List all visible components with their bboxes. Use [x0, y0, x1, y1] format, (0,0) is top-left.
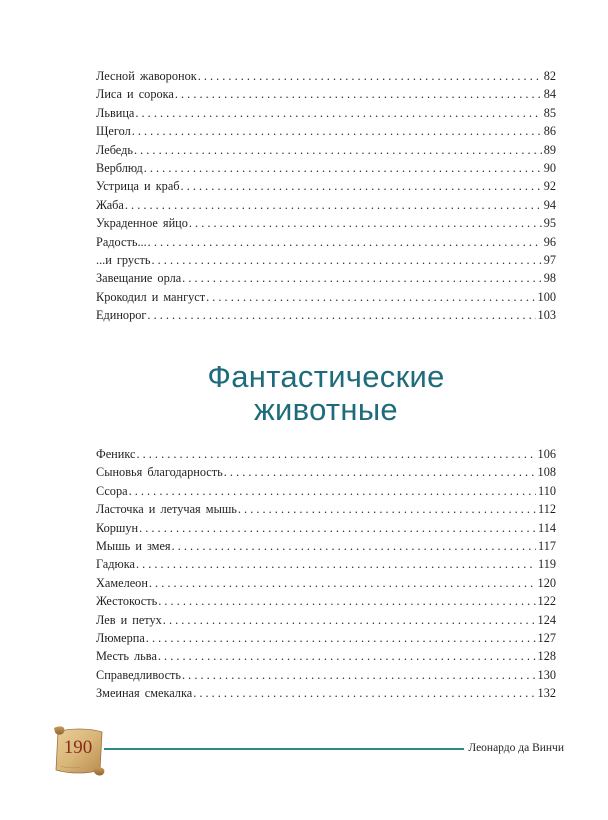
toc-entry-title: Люмерпа — [96, 630, 145, 645]
toc-entry-title: Верблюд — [96, 160, 143, 175]
toc-entry-page: 95 — [543, 216, 556, 231]
toc-entry-title: Справедливость — [96, 667, 182, 682]
toc-entry[interactable] — [96, 445, 556, 463]
toc-dot-leader — [146, 629, 536, 647]
toc-dot-leader — [132, 122, 542, 140]
toc-dot-leader — [149, 574, 536, 592]
toc-entry-title: Устрица и краб — [96, 179, 180, 194]
toc-entry[interactable] — [96, 288, 556, 306]
toc-entry-title: Львица — [96, 105, 135, 120]
toc-entry-page: 82 — [543, 69, 556, 83]
toc-entry[interactable] — [96, 104, 556, 122]
toc-entry[interactable] — [96, 482, 556, 500]
toc-entry-page: 86 — [543, 124, 556, 139]
toc-entry-page: 124 — [537, 612, 556, 627]
toc-entry-page: 90 — [543, 160, 556, 175]
toc-entry-title: Ссора — [96, 483, 128, 498]
toc-entry-title: Радость... — [96, 234, 147, 249]
toc-entry-page: 97 — [543, 252, 556, 267]
toc-entry-page: 98 — [543, 271, 556, 286]
toc-entry[interactable] — [96, 463, 556, 481]
toc-entry-page: 84 — [543, 87, 556, 102]
footer-page-number: 190 — [63, 737, 93, 758]
toc-entry[interactable] — [96, 684, 556, 702]
toc-entry-title: ...и грусть — [96, 252, 151, 267]
toc-entry-title: Жаба — [96, 197, 124, 212]
toc-entry-page: 112 — [538, 502, 556, 517]
toc-dot-leader — [148, 233, 542, 251]
toc-list-part2 — [96, 445, 556, 702]
toc-entry[interactable] — [96, 85, 556, 103]
toc-entry-title: Сыновья благодарность — [96, 465, 223, 480]
toc-entry[interactable] — [96, 611, 556, 629]
toc-dot-leader — [189, 214, 542, 232]
toc-list-part1 — [96, 67, 556, 324]
toc-entry-page: 96 — [543, 234, 556, 249]
toc-dot-leader — [129, 482, 536, 500]
toc-entry[interactable] — [96, 629, 556, 647]
section-heading — [96, 360, 556, 426]
toc-entry-title: Завещание орла — [96, 271, 182, 286]
toc-entry-title: Феникс — [96, 447, 136, 461]
toc-entry-page: 117 — [538, 538, 556, 553]
toc-entry[interactable] — [96, 122, 556, 140]
toc-dot-leader — [152, 251, 542, 269]
toc-dot-leader — [134, 141, 542, 159]
toc-dot-leader — [158, 592, 535, 610]
toc-entry[interactable] — [96, 251, 556, 269]
toc-entry-title: Мышь и змея — [96, 538, 171, 553]
toc-entry-page: 89 — [543, 142, 556, 157]
toc-entry-title: Единорог — [96, 308, 147, 323]
toc-entry-title: Лесной жаворонок — [96, 69, 197, 83]
toc-entry[interactable] — [96, 592, 556, 610]
toc-entry[interactable] — [96, 574, 556, 592]
toc-entry[interactable] — [96, 177, 556, 195]
toc-entry-title: Лев и петух — [96, 612, 162, 627]
toc-entry-title: Крокодил и мангуст — [96, 289, 206, 304]
toc-dot-leader — [158, 647, 536, 665]
toc-entry-title: Змеиная смекалка — [96, 686, 193, 701]
toc-entry-page: 108 — [537, 465, 556, 480]
toc-dot-leader — [181, 177, 542, 195]
toc-dot-leader — [175, 85, 542, 103]
toc-entry-page: 85 — [543, 105, 556, 120]
toc-dot-leader — [144, 159, 542, 177]
toc-entry-page: 128 — [537, 649, 556, 664]
toc-dot-leader — [206, 288, 535, 306]
toc-entry-title: Щегол — [96, 124, 131, 139]
toc-entry-page: 106 — [537, 447, 556, 461]
toc-entry[interactable] — [96, 269, 556, 287]
toc-entry[interactable] — [96, 306, 556, 324]
footer-book-title: Леонардо да Винчи — [468, 742, 564, 754]
toc-entry-page: 127 — [537, 630, 556, 645]
toc-entry[interactable] — [96, 196, 556, 214]
toc-entry-page: 103 — [537, 308, 556, 323]
toc-entry[interactable] — [96, 141, 556, 159]
toc-entry-title: Лиса и сорока — [96, 87, 174, 102]
footer-divider-rule — [104, 748, 464, 750]
toc-entry[interactable] — [96, 537, 556, 555]
toc-entry[interactable] — [96, 214, 556, 232]
toc-dot-leader — [125, 196, 542, 214]
toc-entry-title: Лебедь — [96, 142, 133, 157]
section-heading-line1: Фантастические — [207, 359, 445, 394]
toc-dot-leader — [136, 555, 536, 573]
toc-dot-leader — [193, 684, 535, 702]
toc-entry-page: 100 — [537, 289, 556, 304]
toc-entry-page: 114 — [538, 520, 556, 535]
toc-dot-leader — [147, 306, 535, 324]
toc-entry-page: 132 — [537, 686, 556, 701]
toc-entry[interactable] — [96, 159, 556, 177]
toc-dot-leader — [136, 445, 535, 463]
toc-entry-page: 130 — [537, 667, 556, 682]
toc-entry-title: Коршун — [96, 520, 139, 535]
toc-dot-leader — [224, 463, 536, 481]
toc-entry-page: 122 — [537, 594, 556, 609]
toc-entry-page: 92 — [543, 179, 556, 194]
toc-entry[interactable] — [96, 67, 556, 85]
toc-entry[interactable] — [96, 666, 556, 684]
toc-entry-page: 119 — [538, 557, 556, 572]
toc-dot-leader — [135, 104, 541, 122]
section-heading-line2: животные — [254, 392, 398, 427]
toc-dot-leader — [163, 611, 536, 629]
toc-entry-title: Гадюка — [96, 557, 135, 572]
toc-entry[interactable] — [96, 519, 556, 537]
toc-dot-leader — [198, 67, 542, 85]
toc-entry-title: Украденное яйцо — [96, 216, 188, 231]
toc-entry[interactable] — [96, 555, 556, 573]
toc-dot-leader — [139, 519, 536, 537]
toc-entry-page: 120 — [537, 575, 556, 590]
toc-entry-page: 94 — [543, 197, 556, 212]
toc-entry[interactable] — [96, 233, 556, 251]
toc-entry-title: Ласточка и летучая мышь — [96, 502, 237, 517]
toc-entry-title: Месть льва — [96, 649, 157, 664]
toc-entry-title: Хамелеон — [96, 575, 148, 590]
toc-dot-leader — [172, 537, 536, 555]
toc-dot-leader — [238, 500, 536, 518]
toc-dot-leader — [182, 269, 542, 287]
toc-dot-leader — [182, 666, 536, 684]
toc-entry[interactable] — [96, 647, 556, 665]
toc-entry-page: 110 — [538, 483, 556, 498]
toc-entry-title: Жестокость — [96, 594, 158, 609]
toc-entry[interactable] — [96, 500, 556, 518]
